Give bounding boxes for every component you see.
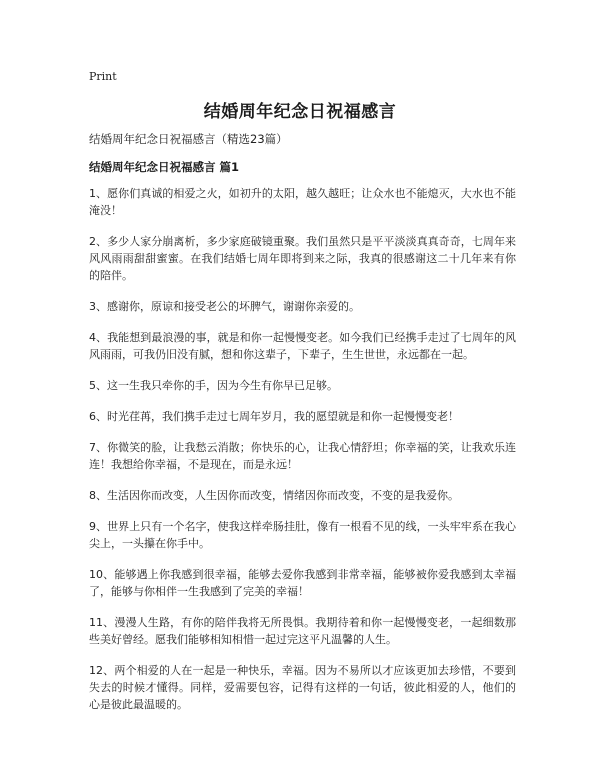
section-title: 结婚周年纪念日祝福感言 篇1: [89, 160, 240, 174]
list-item: 10、能够遇上你我感到很幸福，能够去爱你我感到非常幸福，能够被你爱我感到太幸福了，能够与你相伴一生我感到了完美的幸福！: [89, 568, 516, 598]
list-item: 9、世界上只有一个名字，使我这样牵肠挂肚，像有一根看不见的线，一头牢牢系在我心尖上，一头攥在你手中。: [89, 520, 516, 550]
list-item: 6、时光荏苒，我们携手走过七周年岁月，我的愿望就是和你一起慢慢变老！: [89, 410, 459, 423]
list-item: 11、漫漫人生路，有你的陪伴我将无所畏惧。我期待着和你一起慢慢变老，一起细数那些美好曾经。愿我们能够相知相惜一起过完这平凡温馨的人生。: [89, 616, 516, 646]
document-subtitle: 结婚周年纪念日祝福感言（精选23篇）: [89, 132, 288, 146]
list-item: 3、感谢你，原谅和接受老公的坏脾气，谢谢你亲爱的。: [89, 300, 360, 313]
list-item: 2、多少人家分崩离析，多少家庭破镜重聚。我们虽然只是平平淡淡真真奇奇，七周年来风风雨雨甜甜蜜蜜。在我们结婚七周年即将到来之际，我真的很感谢这二十几年来有你的陪伴。: [89, 235, 516, 282]
list-item: 4、我能想到最浪漫的事，就是和你一起慢慢变老。如今我们已经携手走过了七周年的风风雨雨，可我仍旧没有腻，想和你这辈子，下辈子，生生世世，永远都在一起。: [89, 331, 516, 361]
list-item: 7、你微笑的脸，让我愁云消散；你快乐的心，让我心情舒坦；你幸福的笑，让我欢乐连连！我想给你幸福，不是现在，而是永远！: [89, 441, 516, 471]
list-item: 1、愿你们真诚的相爱之火，如初升的太阳，越久越旺；让众水也不能熄灭，大水也不能淹没！: [89, 187, 516, 217]
page-title: 结婚周年纪念日祝福感言: [203, 102, 397, 122]
list-item: 12、两个相爱的人在一起是一种快乐，幸福。因为不易所以才应该更加去珍惜，不要到失去的时候才懂得。同样，爱需要包容，记得有这样的一句话，彼此相爱的人，他们的心是彼此最温暖的。: [89, 664, 516, 711]
list-item: 5、这一生我只牵你的手，因为今生有你早已足够。: [89, 379, 338, 392]
list-item: 8、生活因你而改变，人生因你而改变，情绪因你而改变，不变的是我爱你。: [89, 489, 459, 502]
print-link[interactable]: Print: [89, 70, 117, 83]
blessing-list: [89, 185, 516, 727]
